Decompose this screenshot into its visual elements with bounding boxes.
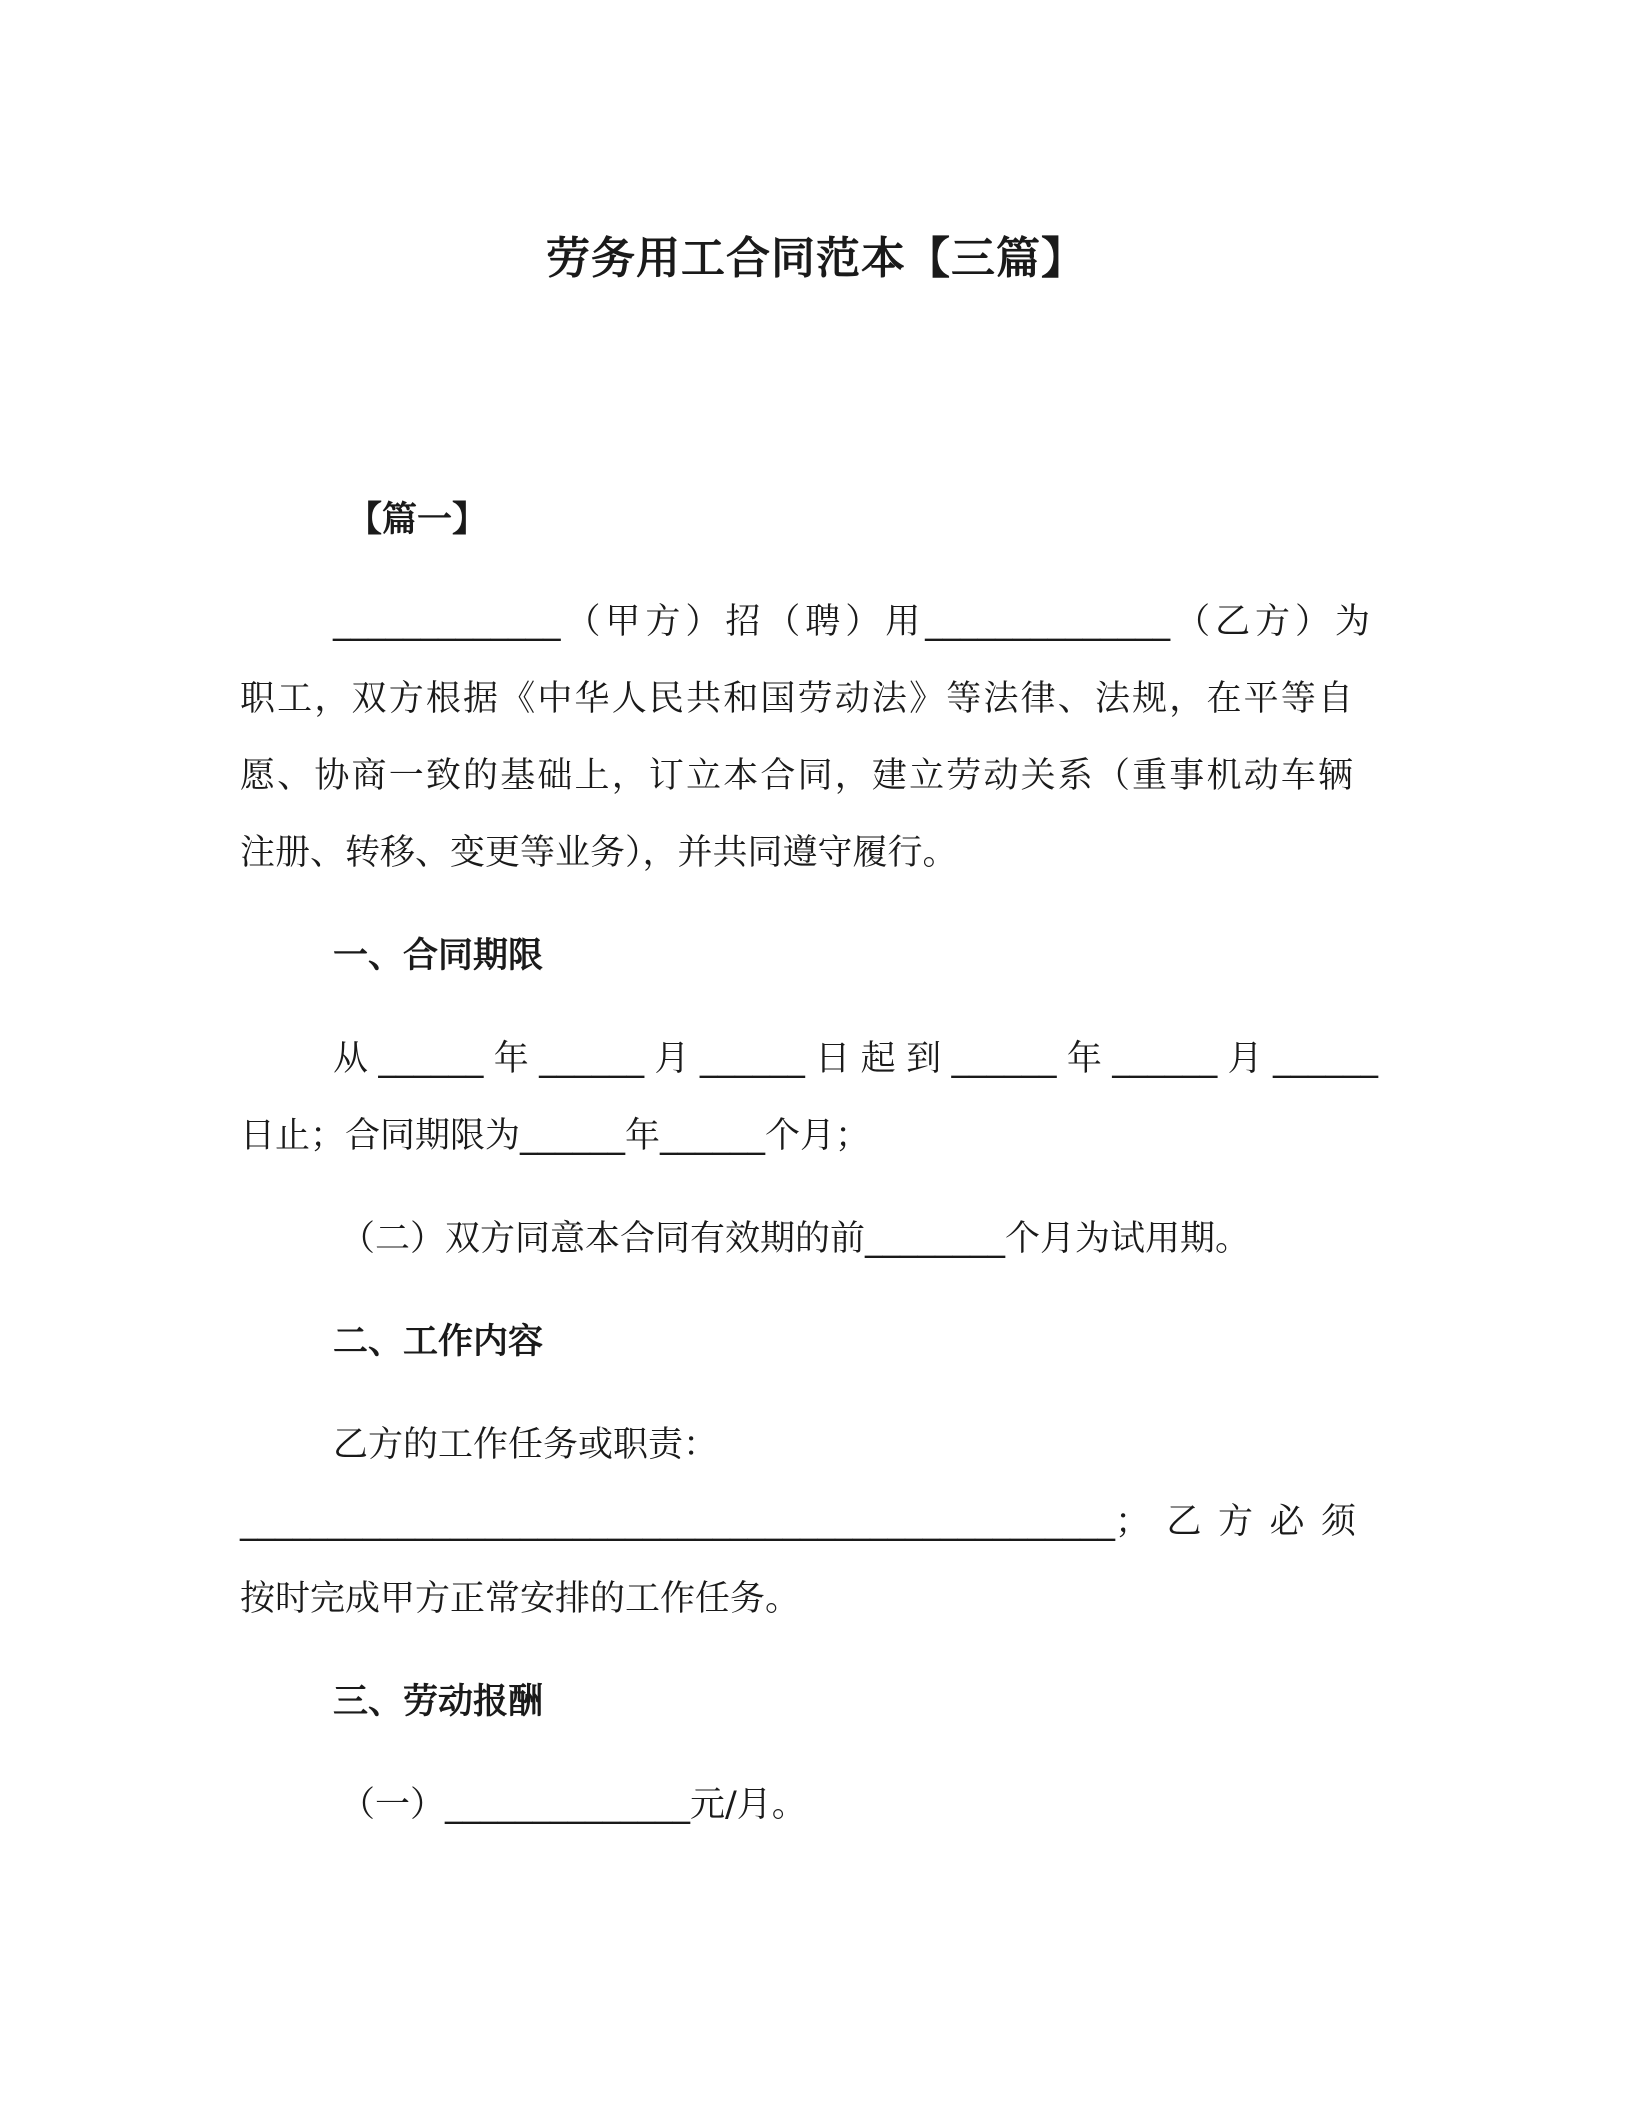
clause-3-heading: 三、劳动报酬 [333, 1682, 544, 1722]
clause-1-line-1: 从______年______月______日起到______年______月______ [333, 1039, 1378, 1079]
intro-line-4: 注册、转移、变更等业务），并共同遵守履行。 [240, 833, 958, 873]
document-title: 劳务用工合同范本【三篇】 [546, 233, 1086, 284]
intro-line-1: _____________（甲方）招（聘）用______________（乙方）为 [333, 602, 1370, 642]
clause-1-line-2: 日止；合同期限为______年______个月； [240, 1116, 871, 1156]
clause-2-line-3: 按时完成甲方正常安排的工作任务。 [240, 1579, 801, 1619]
intro-line-3: 愿、协商一致的基础上，订立本合同，建立劳动关系（重事机动车辆 [240, 756, 1353, 796]
clause-2-line-2: __________________________________________________；乙方必须 [240, 1502, 1356, 1542]
clause-3-line-1: （一）______________元/月。 [340, 1785, 807, 1825]
clause-1-line-3: （二）双方同意本合同有效期的前________个月为试用期。 [340, 1219, 1251, 1259]
clause-2-heading: 二、工作内容 [333, 1322, 544, 1362]
clause-2-line-1: 乙方的工作任务或职责： [333, 1425, 719, 1465]
clause-1-heading: 一、合同期限 [333, 936, 544, 976]
section-label: 【篇一】 [347, 500, 488, 540]
intro-line-2: 职工，双方根据《中华人民共和国劳动法》等法律、法规，在平等自 [240, 679, 1353, 719]
